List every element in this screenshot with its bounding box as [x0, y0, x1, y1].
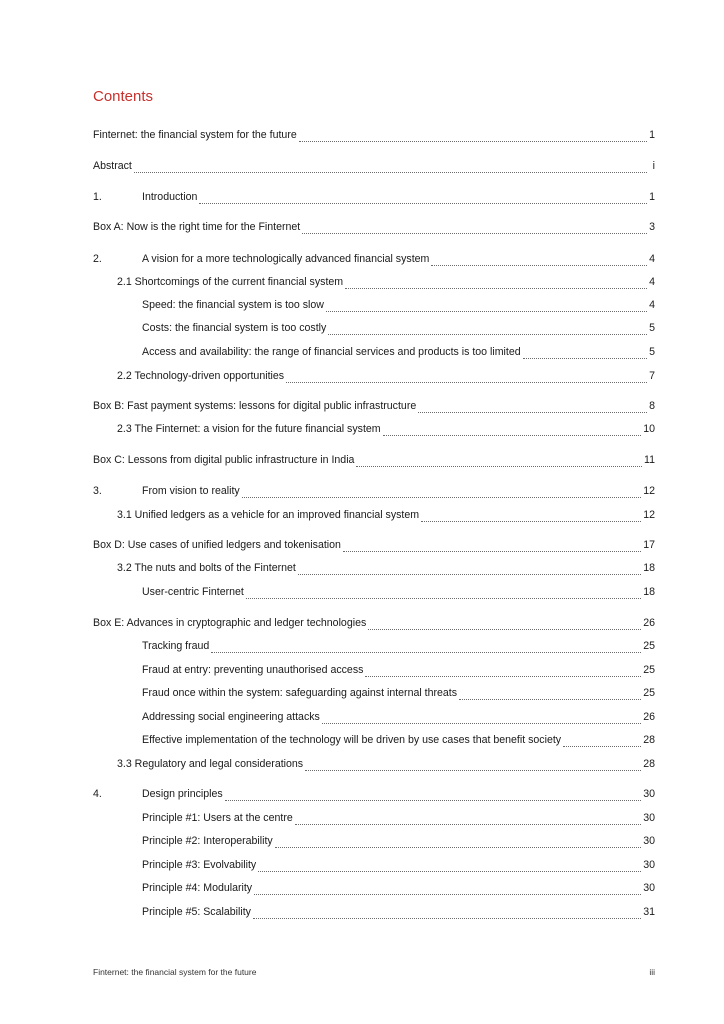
toc-entry-page: 12 [643, 485, 655, 497]
toc-entry[interactable] [142, 687, 655, 703]
toc-entry-title: 3.3 Regulatory and legal considerations [117, 758, 304, 770]
dot-leader [326, 310, 647, 312]
toc-entry-number: 3. [93, 485, 102, 497]
toc-entry-number: 4. [93, 788, 102, 800]
dot-leader [421, 520, 641, 522]
toc-entry-page: 30 [643, 882, 655, 894]
toc-entry-page: 3 [649, 221, 655, 233]
toc-entry-page: 18 [643, 586, 655, 598]
footer-title: Finternet: the financial system for the future [93, 967, 257, 977]
toc-entry-title: Effective implementation of the technology will be driven by use cases that benefit society [142, 734, 562, 746]
toc-entry-title: From vision to reality [142, 485, 240, 497]
toc-entry-title: Principle #5: Scalability [142, 906, 251, 918]
page-footer [93, 967, 655, 977]
toc-entry-page: 4 [649, 299, 655, 311]
toc-entry[interactable] [117, 370, 655, 386]
toc-entry-page: 26 [643, 711, 655, 723]
dot-leader [302, 232, 647, 234]
toc-entry[interactable] [117, 758, 655, 774]
dot-leader [345, 287, 647, 289]
footer-page-number: iii [649, 967, 655, 977]
dot-leader [365, 675, 641, 677]
toc-entry[interactable] [93, 400, 655, 416]
toc-entry-page: 25 [643, 664, 655, 676]
toc-entry[interactable] [93, 617, 655, 633]
toc-entry-title: 3.1 Unified ledgers as a vehicle for an improved financial system [117, 509, 420, 521]
toc-entry-title: Box A: Now is the right time for the Finternet [93, 221, 301, 233]
toc-entry-title: Principle #1: Users at the centre [142, 812, 293, 824]
dot-leader [242, 496, 641, 498]
dot-leader [322, 722, 641, 724]
toc-entry[interactable] [93, 253, 655, 269]
dot-leader [134, 171, 647, 173]
toc-entry-title: Access and availability: the range of financial services and products is too limited [142, 346, 521, 358]
toc-entry-page: 11 [644, 454, 655, 466]
dot-leader [254, 893, 641, 895]
toc-entry[interactable] [93, 191, 655, 207]
dot-leader [563, 745, 641, 747]
toc-entry-page: 5 [649, 346, 655, 358]
toc-entry[interactable] [142, 346, 655, 362]
dot-leader [356, 465, 642, 467]
toc-entry-page: 30 [643, 812, 655, 824]
toc-entry-page: 17 [643, 539, 655, 551]
toc-entry-page: 30 [643, 835, 655, 847]
toc-entry[interactable] [117, 509, 655, 525]
toc-entry-title: Introduction [142, 191, 198, 203]
toc-entry-page: 1 [649, 191, 655, 203]
toc-entry[interactable] [142, 664, 655, 680]
toc-entry-page: 4 [649, 276, 655, 288]
toc-entry-title: Finternet: the financial system for the future [93, 129, 297, 141]
toc-entry[interactable] [142, 906, 655, 922]
toc-entry-title: Box E: Advances in cryptographic and ledger technologies [93, 617, 367, 629]
dot-leader [431, 264, 647, 266]
toc-entry-title: Fraud at entry: preventing unauthorised access [142, 664, 364, 676]
toc-entry[interactable] [93, 788, 655, 804]
toc-entry-title: Box C: Lessons from digital public infrastructure in India [93, 454, 355, 466]
page-title: Contents [93, 88, 154, 105]
toc-entry-title: Tracking fraud [142, 640, 210, 652]
toc-entry[interactable] [142, 835, 655, 851]
toc-entry[interactable] [142, 640, 655, 656]
toc-entry[interactable] [117, 562, 655, 578]
toc-entry-page: 5 [649, 322, 655, 334]
toc-entry[interactable] [93, 221, 655, 237]
toc-entry-page: 30 [643, 859, 655, 871]
toc-entry-page: 8 [649, 400, 655, 412]
toc-entry[interactable] [142, 711, 655, 727]
dot-leader [383, 434, 642, 436]
toc-entry[interactable] [93, 454, 655, 470]
toc-entry-title: 3.2 The nuts and bolts of the Finternet [117, 562, 296, 574]
dot-leader [211, 651, 641, 653]
toc-entry-page: 1 [649, 129, 655, 141]
toc-entry[interactable] [117, 423, 655, 439]
dot-leader [275, 846, 641, 848]
toc-entry-title: Principle #3: Evolvability [142, 859, 257, 871]
dot-leader [295, 823, 641, 825]
dot-leader [298, 573, 641, 575]
toc-entry-page: i [652, 160, 655, 172]
toc-entry-page: 26 [643, 617, 655, 629]
toc-entry[interactable] [93, 129, 655, 145]
dot-leader [459, 698, 641, 700]
toc-entry-title: 2.2 Technology-driven opportunities [117, 370, 285, 382]
toc-entry[interactable] [93, 485, 655, 501]
dot-leader [299, 140, 647, 142]
toc-entry-title: User-centric Finternet [142, 586, 244, 598]
toc-entry[interactable] [142, 812, 655, 828]
toc-entry-title: Principle #2: Interoperability [142, 835, 273, 847]
toc-entry-page: 18 [643, 562, 655, 574]
toc-entry[interactable] [142, 322, 655, 338]
toc-entry-title: Box D: Use cases of unified ledgers and tokenisation [93, 539, 341, 551]
toc-entry-page: 28 [643, 758, 655, 770]
dot-leader [246, 597, 641, 599]
toc-entry-page: 25 [643, 687, 655, 699]
toc-entry-title: Design principles [142, 788, 223, 800]
toc-entry-title: A vision for a more technologically advanced financial system [142, 253, 430, 265]
toc-entry[interactable] [117, 276, 655, 292]
toc-entry-title: Fraud once within the system: safeguarding against internal threats [142, 687, 458, 699]
toc-entry-page: 31 [643, 906, 655, 918]
dot-leader [368, 628, 641, 630]
toc-entry[interactable] [142, 586, 655, 602]
dot-leader [199, 202, 647, 204]
dot-leader [328, 333, 647, 335]
dot-leader [253, 917, 641, 919]
toc-entry[interactable] [93, 160, 655, 176]
toc-entry-title: Addressing social engineering attacks [142, 711, 320, 723]
toc-entry-title: Abstract [93, 160, 132, 172]
toc-entry-title: Principle #4: Modularity [142, 882, 253, 894]
toc-entry-page: 28 [643, 734, 655, 746]
toc-entry-number: 2. [93, 253, 102, 265]
toc-entry-title: Speed: the financial system is too slow [142, 299, 324, 311]
toc-entry-page: 7 [649, 370, 655, 382]
toc-entry[interactable] [142, 299, 655, 315]
toc-entry-title: 2.1 Shortcomings of the current financial system [117, 276, 344, 288]
dot-leader [305, 769, 641, 771]
toc-entry-page: 4 [649, 253, 655, 265]
toc-entry-page: 10 [643, 423, 655, 435]
dot-leader [418, 411, 647, 413]
toc-entry-number: 1. [93, 191, 102, 203]
toc-entry-page: 12 [643, 509, 655, 521]
toc-entry-page: 30 [643, 788, 655, 800]
toc-entry[interactable] [142, 859, 655, 875]
toc-entry-page: 25 [643, 640, 655, 652]
dot-leader [258, 870, 641, 872]
dot-leader [523, 357, 647, 359]
dot-leader [286, 381, 647, 383]
toc-entry[interactable] [142, 734, 655, 750]
toc-entry-title: Box B: Fast payment systems: lessons for digital public infrastructure [93, 400, 417, 412]
toc-entry[interactable] [142, 882, 655, 898]
toc-entry-title: 2.3 The Finternet: a vision for the future financial system [117, 423, 381, 435]
dot-leader [225, 799, 642, 801]
toc-entry-title: Costs: the financial system is too costly [142, 322, 327, 334]
dot-leader [343, 550, 641, 552]
toc-entry[interactable] [93, 539, 655, 555]
